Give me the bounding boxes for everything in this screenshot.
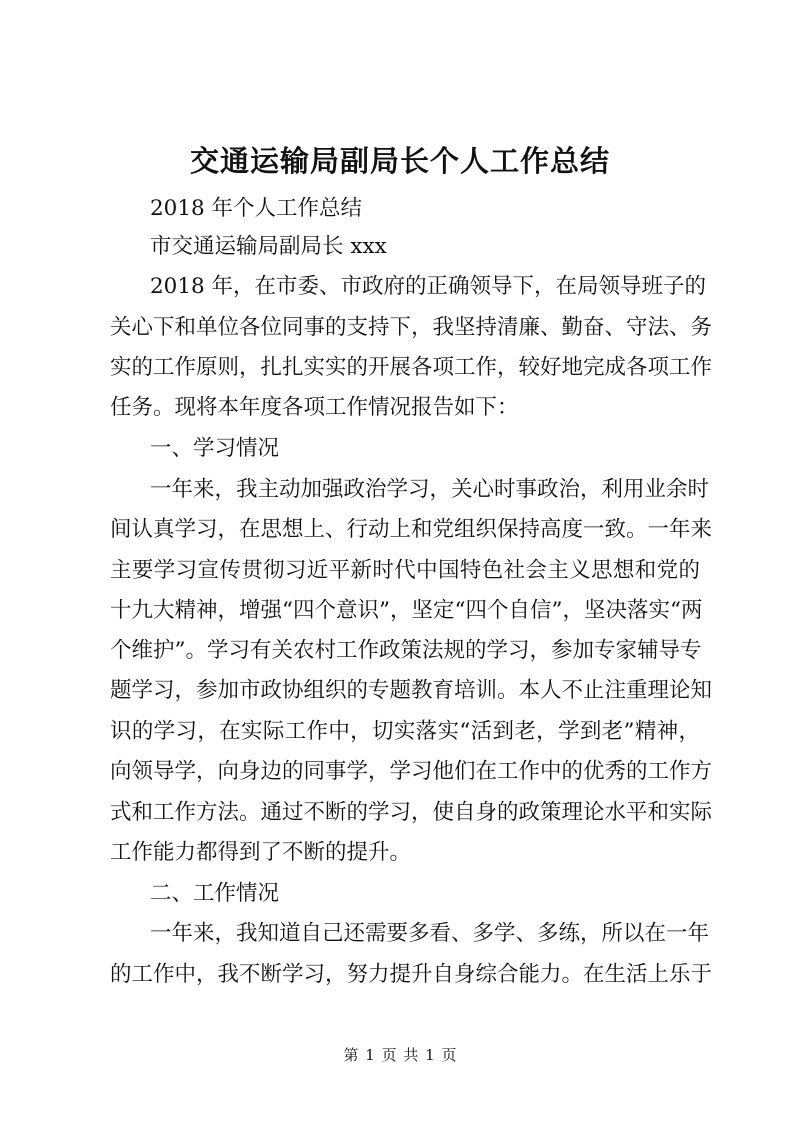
body-line: 的工作中，我不断学习，努力提升自身综合能力。在生活上乐于 <box>110 962 713 987</box>
body-line: 工作能力都得到了不断的提升。 <box>110 840 412 865</box>
body-line: 实的工作原则，扎扎实实的开展各项工作，较好地完成各项工作 <box>110 355 713 380</box>
body-line: 2018 年，在市委、市政府的正确领导下，在局领导班子的 <box>150 274 707 299</box>
body-line: 任务。现将本年度各项工作情况报告如下： <box>110 395 519 420</box>
body-line: 间认真学习，在思想上、行动上和党组织保持高度一致。一年来 <box>110 517 713 542</box>
body-line: 向领导学，向身边的同事学，学习他们在工作中的优秀的工作方 <box>110 759 713 784</box>
body-line: 关心下和单位各位同事的支持下，我坚持清廉、勤奋、守法、务 <box>110 315 713 340</box>
body-line: 一年来，我主动加强政治学习，关心时事政治，利用业余时 <box>150 477 710 502</box>
document-title: 交通运输局副局长个人工作总结 <box>189 144 610 178</box>
body-line: 式和工作方法。通过不断的学习，使自身的政策理论水平和实际 <box>110 800 713 825</box>
body-line: 识的学习，在实际工作中，切实落实“活到老，学到老”精神， <box>110 719 700 744</box>
body-line: 主要学习宣传贯彻习近平新时代中国特色社会主义思想和党的 <box>110 558 700 583</box>
body-line: 一年来，我知道自己还需要多看、多学、多练，所以在一年 <box>150 921 710 946</box>
body-line: 题学习，参加市政协组织的专题教育培训。本人不止注重理论知 <box>110 678 713 703</box>
section-heading: 二、工作情况 <box>150 881 280 906</box>
author-line: 市交通运输局副局长 xxx <box>150 234 387 259</box>
page-number: 第 1 页 共 1 页 <box>343 1046 457 1064</box>
section-heading: 一、学习情况 <box>150 436 280 461</box>
body-line: 十九大精神，增强“四个意识”，坚定“四个自信”，坚决落实“两 <box>110 598 703 623</box>
body-line: 个维护”。学习有关农村工作政策法规的学习，参加专家辅导专 <box>110 638 702 663</box>
document-subtitle: 2018 年个人工作总结 <box>150 196 363 221</box>
